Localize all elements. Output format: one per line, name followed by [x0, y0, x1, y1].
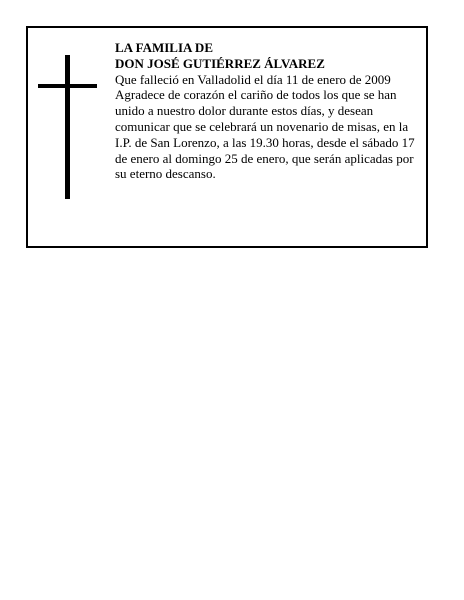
- cross-vertical-bar: [65, 55, 70, 199]
- deceased-name: DON JOSÉ GUTIÉRREZ ÁLVAREZ: [115, 55, 325, 71]
- obituary-notice: [26, 26, 428, 248]
- announcement-body: Agradece de corazón el cariño de todos los que se han unido a nuestro dolor durante estos días, y desean comunicar que se celebrará un novenario de misas, en la I.P. de San Lorenzo, a las 19.30 horas, desde el sábado 17 de enero al domingo 25 de enero, que serán aplicadas por su eterno descanso.: [115, 87, 415, 182]
- cross-horizontal-bar: [38, 84, 97, 88]
- death-statement: Que falleció en Valladolid el día 11 de enero de 2009: [115, 71, 391, 87]
- notice-text: [115, 40, 417, 182]
- family-heading: LA FAMILIA DE: [115, 40, 213, 55]
